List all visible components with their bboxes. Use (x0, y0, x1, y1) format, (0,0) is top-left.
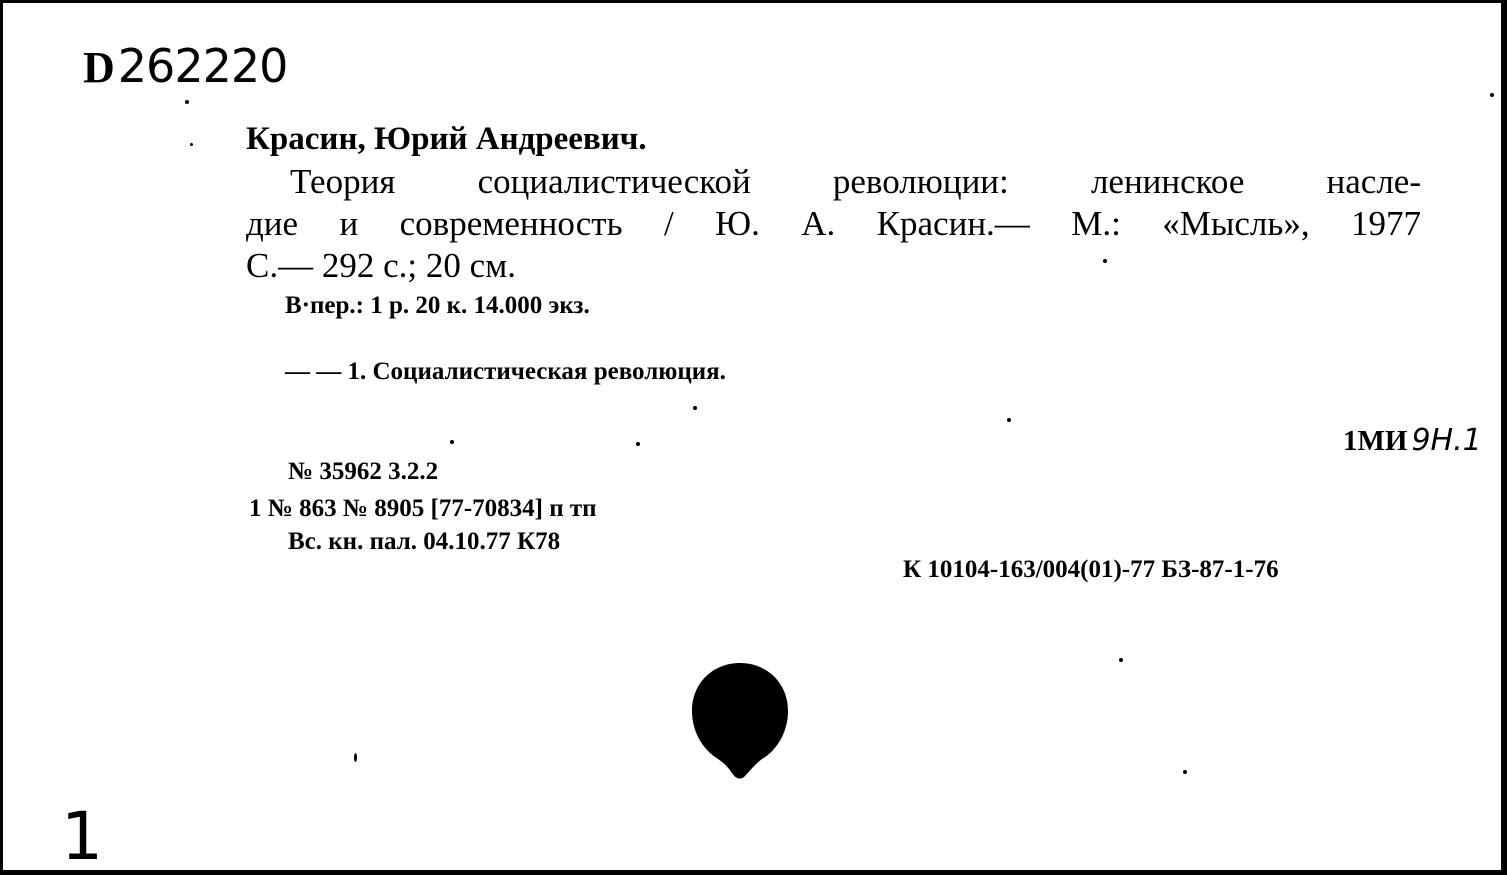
copy-line: 1 № 863 № 8905 [77-70834] п тп (249, 495, 597, 522)
handwritten-number: 1 (61, 798, 103, 870)
catalog-number (83, 39, 287, 93)
price-line: В·пер.: 1 р. 20 к. 14.000 экз. (285, 292, 590, 319)
isbn-line: К 10104-163/004(01)-77 БЗ-87-1-76 (903, 556, 1279, 583)
subject-heading: — — 1. Социалистическая революция. (285, 358, 726, 385)
title-line-3: С.— 292 с.; 20 см. (246, 246, 517, 285)
catalog-mark: D (83, 43, 114, 92)
speck (190, 143, 193, 146)
catalog-number-value: 262220 (117, 39, 288, 93)
title-line-1: Теория социалистической революции: ленинское насле- (290, 162, 1421, 201)
catalog-card (3, 3, 1501, 870)
speck (1103, 259, 1107, 263)
speck (450, 440, 454, 444)
speck (636, 442, 640, 446)
speck (1183, 770, 1187, 774)
title-block (246, 161, 1421, 287)
speck (1490, 93, 1494, 97)
title-line-2: дие и современность / Ю. А. Красин.— М.: «Мысль», 1977 (246, 204, 1421, 243)
record-number: № 35962 3.2.2 (288, 458, 439, 485)
speck (1007, 418, 1011, 422)
author-heading: Красин, Юрий Андреевич. (246, 121, 647, 157)
punch-hole (692, 661, 788, 779)
classmark-handwritten: 9Н.1 (1411, 423, 1482, 458)
speck (185, 100, 189, 104)
speck (693, 406, 697, 410)
classmark-printed: 1МИ (1343, 425, 1408, 457)
date-line: Вс. кн. пал. 04.10.77 К78 (288, 528, 561, 555)
speck (1119, 658, 1123, 662)
speck (354, 753, 357, 762)
classmark (1343, 423, 1482, 458)
